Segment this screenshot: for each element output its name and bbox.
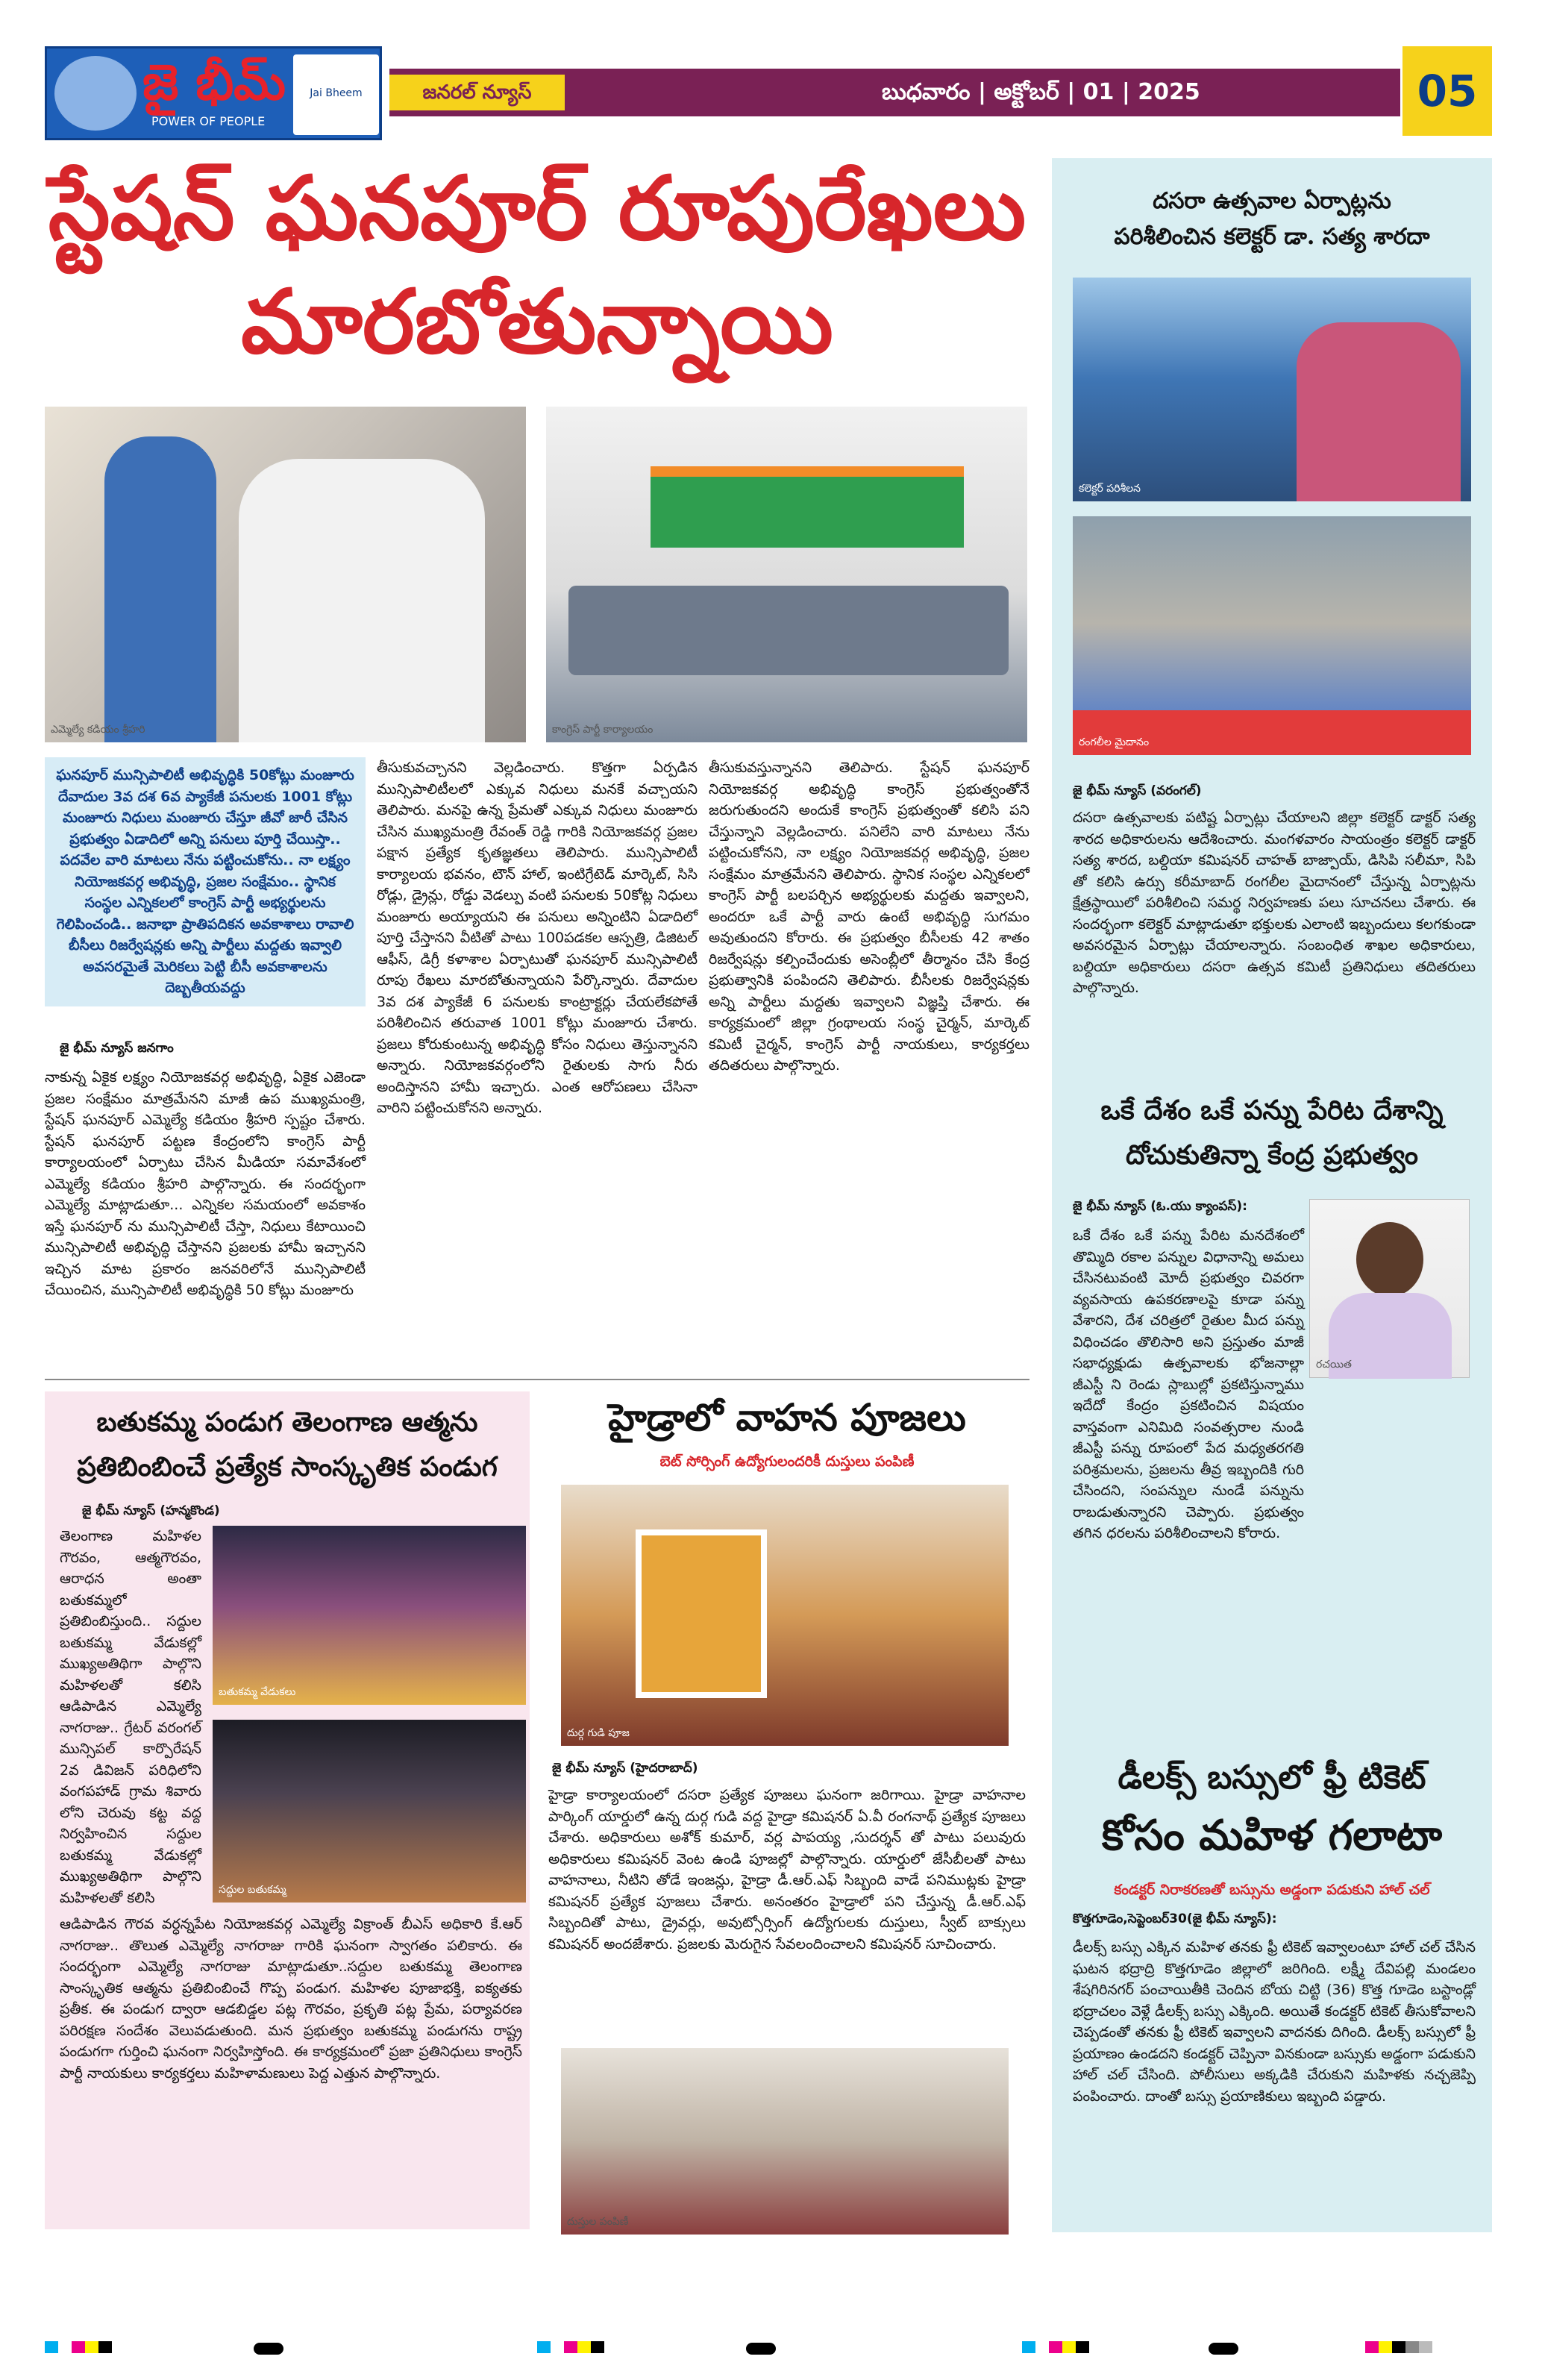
bathukamma-headline-line1: బతుకమ్మ పండుగ తెలంగాణ ఆత్మను [96, 1406, 478, 1438]
story1-headline-line1: దసరా ఉత్సవాల ఏర్పాట్లను [1153, 188, 1391, 214]
masthead-logo [45, 46, 382, 140]
hydraa-byline: జై భీమ్ న్యూస్ (హైదరాబాద్) [552, 1761, 698, 1776]
story3-subhead: కండక్టర్ నిరాకరణతో బస్సును అడ్డంగా పడుకుని హాల్ చల్ [1114, 1882, 1430, 1898]
photo-saddula-bathukamma [213, 1720, 526, 1903]
main-col3: తీసుకువస్తున్నానని తెలిపారు. స్టేషన్ ఘనపూర్ నియోజకవర్గ అభివృద్ధి కాంగ్రెస్ ప్రభుత్వంతోనే జరుగుతుందని అందుకే కాంగ్రెస్ ప్రభుత్వంతో కలిసి పని చేస్తున్నాని వెల్లడించారు. పనిలేని వారి మాటలు నేను పట్టించుకోనని, నా లక్ష్యం నియోజకవర్గ అభివృద్ధి, ప్రజల సంక్షేమం మాత్రమేనని తెలిపారు. స్థానిక సంస్థల ఎన్నికలలో కాంగ్రెస్ పార్టీ బలపర్చిన అభ్యర్థులకు మద్దతు ఇవ్వాలని, అందరూ ఒకే పార్టీ వారు ఉంటే అభివృద్ధి సుగమం అవుతుందని కోరారు. ఈ ప్రభుత్వం బీసీలకు 42 శాతం రిజర్వేషన్లు కల్పించేందుకు అసెంబ్లీలో తీర్మానం చేసి కేంద్ర ప్రభుత్వానికి పంపిందని తెలిపారు. బీసీలకు రిజర్వేషన్లకు అన్ని పార్టీలు మద్దతు ఇవ్వాలని విజ్ఞప్తి చేశారు. ఈ కార్యక్రమంలో జిల్లా గ్రంథాలయ సంస్థ చైర్మన్, మార్కెట్ కమిటీ చైర్మన్, కాంగ్రెస్ పార్టీ నాయకులు, కార్యకర్తలు తదితరులు పాల్గొన్నారు. [709, 760, 1029, 1074]
header-band [389, 69, 1400, 116]
photo-caption: కలెక్టర్ పరిశీలన [1079, 483, 1141, 495]
photo-caption: దుర్గ గుడి పూజ [567, 1727, 630, 1739]
story2-headline-line2: దోచుకుతిన్నా కేంద్ర ప్రభుత్వం [1126, 1139, 1418, 1171]
registration-colorbar-center [537, 2341, 656, 2356]
bathukamma-bottom-text: ఆడిపాడిన గౌరవ వర్ధన్నపేట నియోజకవర్గ ఎమ్మెల్యే విక్రాంత్ బీఎస్ అధికారి కే.ఆర్ నాగరాజు.. తొలుత ఎమ్మెల్యే నాగరాజు గారికి ఘనంగా స్వాగతం పలికారు. ఈ సందర్భంగా ఎమ్మెల్యే నాగరాజు మాట్లాడుతూ..సద్దుల బతుకమ్మ తెలంగాణ సాంస్కృతిక ఆత్మను ప్రతిబింబించే గొప్ప పండుగ. మహిళల పూజాభక్తి, ఐక్యతకు ప్రతీక. ఈ పండుగ ద్వారా ఆడబిడ్డల పట్ల గౌరవం, ప్రకృతి పట్ల ప్రేమ, పర్యావరణ పరిరక్షణ సందేశం వెలువడుతుంది. మన ప్రభుత్వం బతుకమ్మ పండుగను రాష్ట్ర పండుగగా గుర్తించి ఘనంగా నిర్వహిస్తోంది. ఈ కార్యక్రమంలో ప్రజా ప్రతినిధులు కాంగ్రెస్ పార్టీ నాయకులు కార్యకర్తలు మహిళామణులు పెద్ద ఎత్తున పాల్గొన్నారు. [60, 1916, 522, 2082]
story2-byline: జై భీమ్ న్యూస్ (ఓ.యు క్యాంపస్): [1073, 1199, 1247, 1214]
photo-caption: దుస్తుల పంపిణీ [567, 2216, 629, 2228]
story1-body: దసరా ఉత్సవాలకు పటిష్ట ఏర్పాట్లు చేయాలని జిల్లా కలెక్టర్ డాక్టర్ సత్య శారద అధికారులను ఆదేశించారు. మంగళవారం సాయంత్రం కలెక్టర్ డాక్టర్ సత్య శారద, బల్దియా కమిషనర్ చాహత్ బాజ్పాయ్, డిసిపి సలీమా, సిపి తో కలిసి ఉర్సు కరీమాబాద్ రంగలీల మైదానంలో చేస్తున్న ఏర్పాట్లను క్షేత్రస్థాయిలో పరిశీలించి సమర్థ నిర్వహణకు పలు సూచనలు చేశారు. ఈ సందర్భంగా కలెక్టర్ మాట్లాడుతూ భక్తులకు ఎలాంటి ఇబ్బందులు కలగకుండా అవసరమైన ఏర్పాట్లు చేయాలన్నారు. సంబంధిత శాఖల అధికారులు, బల్దియా అధికారులు దసరా ఉత్సవ కమిటీ ప్రతినిధులు తదితరులు పాల్గొన్నారు. [1073, 809, 1476, 996]
main-col2: తీసుకువచ్చానని వెల్లడించారు. కొత్తగా ఏర్పడిన మున్సిపాలిటీలలో ఎక్కువ నిధులు మనకే వచ్చాయని తెలిపారు. మనపై ఉన్న ప్రేమతో ఎక్కువ నిధులు మంజూరు చేసిన ముఖ్యమంత్రి రేవంత్ రెడ్డి గారికి నియోజకవర్గ ప్రజల పక్షాన ప్రత్యేక కృతజ్ఞతలు తెలిపారు. మున్సిపాలిటీ కార్యాలయ భవనం, టౌన్ హాల్, ఇంటిగ్రేటెడ్ మార్కెట్, సిసి రోడ్లు, డ్రైన్లు, రోడ్డు వెడల్పు వంటి పనులకు 50కోట్ల నిధులు మంజూరు అయ్యాయని ఈ పనులు అన్నింటిని ఏడాదిలో పూర్తి చేస్తానని వీటితో పాటు 100పడకల ఆస్పత్రి, డిజిటల్ ఆఫీస్, డిగ్రీ కళాశాల ఏర్పాటుతో ఘనపూర్ మున్సిపాలిటీ రూపు రేఖలు మారబోతున్నాయని పేర్కొన్నారు. దేవాదుల 3వ దశ ప్యాకేజీ 6 పనులకు కాంట్రాక్టర్లు చేయలేకపోతే పరిశీలించిన తరువాత 1001 కోట్లు మంజూరు చేశారు. ప్రజలు కోరుకుంటున్న అభివృద్ధి కోసం నిధులు తెస్తున్నానని అన్నారు. నియోజకవర్గంలోని రైతులకు సాగు నీరు అందిస్తానని హామీ ఇచ్చారు. ఎంత ఆరోపణలు చేసినా వారిని పట్టించుకోనని అన్నారు. [377, 760, 698, 1116]
logo-badge: Jai Bheem [293, 54, 379, 135]
main-headline-line1: స్టేషన్ ఘనపూర్ రూపురేఖలు [48, 156, 1027, 260]
bathukamma-byline: జై భీమ్ న్యూస్ (హన్మకొండ) [82, 1503, 220, 1518]
photo-rangaleela-ground [1073, 516, 1471, 755]
main-col1: నాకున్న ఏకైక లక్ష్యం నియోజకవర్గ అభివృద్ధి, ఏకైక ఎజెండా ప్రజల సంక్షేమం మాత్రమేనని మాజీ ఉప ముఖ్యమంత్రి, స్టేషన్ ఘనపూర్ ఎమ్మెల్యే కడియం శ్రీహరి స్పష్టం చేశారు. స్టేషన్ ఘనపూర్ పట్టణ కేంద్రంలోని కాంగ్రెస్ పార్టీ కార్యాలయంలో ఏర్పాటు చేసిన మీడియా సమావేశంలో ఎమ్మెల్యే కడియం శ్రీహరి పాల్గొన్నారు. ఈ సందర్భంగా ఎమ్మెల్యే మాట్లాడుతూ... ఎన్నికల సమయంలో అవకాశం ఇస్తే ఘనపూర్ ను మున్సిపాలిటీ చేస్తా, నిధులు కేటాయించి మున్సిపాలిటీ అభివృద్ధి చేస్తానని ప్రజలకు హామీ ఇచ్చానని ఇచ్చిన మాట ప్రకారం జనవరిలోనే మున్సిపాలిటీ చేయించిన, మున్సిపాలిటీ అభివృద్ధికి 50 కోట్లు మంజూరు [45, 1069, 366, 1298]
photo-clothes-distribution [561, 2048, 1009, 2235]
photo-author [1309, 1199, 1470, 1378]
registration-colorbar-left [45, 2341, 164, 2356]
story2-headline-line1: ఒకే దేశం ఒకే పన్ను పేరిట దేశాన్ని [1100, 1095, 1444, 1126]
photo-bathukamma-celebration [213, 1526, 526, 1705]
registration-mark [1209, 2343, 1238, 2355]
registration-colorbar-right [1022, 2341, 1141, 2356]
bathukamma-left-text: తెలంగాణ మహిళల గౌరవం, ఆత్మగౌరవం, ఆరాధన అంతా బతుకమ్మలో ప్రతిబింబిస్తుంది.. సద్దుల బతుకమ్మ వేడుకల్లో ముఖ్యఅతిథిగా పాల్గొని మహిళలతో కలిసి ఆడిపాడిన ఎమ్మెల్యే నాగరాజు.. గ్రేటర్ వరంగల్ మున్సిపల్ కార్పొరేషన్ 2వ డివిజన్ పరిధిలోని వంగపహాడ్ గ్రామ శివారు లోని చెరువు కట్ట వద్ద నిర్వహించిన సద్దుల బతుకమ్మ వేడుకల్లో ముఖ్యఅతిథిగా పాల్గొని మహిళలతో కలిసి [60, 1528, 201, 1906]
main-byline: జై భీమ్ న్యూస్ జనగాం [60, 1041, 174, 1056]
photo-caption: రంగలీల మైదానం [1079, 736, 1150, 748]
photo-caption: కాంగ్రెస్ పార్టీ కార్యాలయం [552, 724, 654, 736]
photo-congress-office [546, 407, 1027, 742]
registration-mark [254, 2343, 283, 2355]
section-divider [45, 1379, 1029, 1380]
photo-caption: రచయిత [1316, 1359, 1352, 1371]
hydraa-headline: హైడ్రాలో వాహన పూజలు [608, 1395, 966, 1439]
story3-headline-line2: కోసం మహిళ గలాటా [1101, 1811, 1443, 1860]
photo-durga-puja [561, 1485, 1009, 1746]
photo-caption: ఎమ్మెల్యే కడియం శ్రీహరి [51, 724, 145, 736]
hydraa-subhead: బెట్ సోర్సింగ్ ఉద్యోగులందరికీ దుస్తులు పంపిణీ [659, 1453, 915, 1470]
registration-colorbar-far-right [1365, 2341, 1485, 2356]
story3-byline: కొత్తగూడెం,సెప్టెంబర్30(జై భీమ్ న్యూస్): [1073, 1911, 1277, 1926]
main-highlight-box: ఘనపూర్ మున్సిపాలిటీ అభివృద్ధికి 50కోట్లు మంజూరు దేవాదుల 3వ దశ 6వ ప్యాకేజీ పనులకు 1001 కోట్లు మంజూరు నిధులు మంజూరు చేస్తూ జీవో జారీ చేసిన ప్రభుత్వం ఏడాదిలో అన్ని పనులు పూర్తి చేయిస్తా.. పదవేల వారి మాటలు నేను పట్టించుకోను.. నా లక్ష్యం నియోజకవర్గ అభివృద్ధి, ప్రజల సంక్షేమం.. స్థానిక సంస్థల ఎన్నికలలో కాంగ్రెస్ పార్టీ అభ్యర్థులను గెలిపించండి.. జనాభా ప్రాతిపదికన అవకాశాలు రావాలి బీసీలు రిజర్వేషన్లకు అన్ని పార్టీలు మద్దతు ఇవ్వాలి అవసరమైతే మెరికలు పెట్టి బీసీ అవకాశాలను దెబ్బతీయవద్దు [45, 757, 366, 1006]
page-number: 05 [1402, 46, 1492, 136]
main-headline-line2: మారబోతున్నాయి [241, 269, 833, 373]
logo-title: జై భీమ్ [142, 53, 286, 111]
photo-mla-portrait [45, 407, 526, 742]
story1-headline-line2: పరిశీలించిన కలెక్టర్ డా. సత్య శారదా [1114, 224, 1430, 250]
photo-caption: బతుకమ్మ వేడుకలు [219, 1686, 296, 1698]
section-tag: జనరల్ న్యూస్ [389, 75, 565, 110]
story1-byline: జై భీమ్ న్యూస్ (వరంగల్) [1073, 783, 1202, 798]
logo-subtitle: POWER OF PEOPLE [151, 114, 266, 128]
story2-body: ఒకే దేశం ఒకే పన్ను పేరిట మనదేశంలో తొమ్మిది రకాల పన్నుల విధానాన్ని అమలు చేసినటువంటి మోదీ ప్రభుత్వం చివరగా వ్యవసాయ ఉపకరణాలపై కూడా పన్ను వేశారని, దేశ చరిత్రలో రైతుల మీద పన్ను విధించడం తొలిసారి అని ప్రస్తుతం మాజీ సభాధ్యక్షుడు ఉత్పవాలకు భోజనాల్లా జీఎస్టీ ని రెండు స్లాబుల్లో ప్రకటిస్తున్నాము ఇదేదో కేంద్రం ప్రకటించిన విషయం వాస్తవంగా ఎనిమిది సంవత్సరాల నుండి జీఎస్టీ పన్ను రూపంలో పేద మధ్యతరగతి పరిశ్రమలను, ప్రజలను తీవ్ర ఇబ్బందికి గురి చేసిందని, సంపన్నుల నుండే పన్నును రాబడుతున్నారని చెప్పారు. ప్రభుత్వం తగిన ధరలను పరిశీలించాలని కోరారు. [1073, 1227, 1304, 1541]
issue-date: బుధవారం | అక్టోబర్ | 01 | 2025 [882, 79, 1200, 105]
story3-body: డీలక్స్ బస్సు ఎక్కిన మహిళ తనకు ఫ్రీ టికెట్ ఇవ్వాలంటూ హాల్ చల్ చేసిన ఘటన భద్రాద్రి కొత్తగూడెం జిల్లాలో జరిగింది. లక్ష్మీ దేవిపల్లి మండలం శేషగిరినగర్ పంచాయితీకి చెందిన బోయ చిట్టి (36) కొత్త గూడెం బస్టాండ్లో భద్రాచలం వెళ్లే డీలక్స్ బస్సు ఎక్కింది. అయితే కండక్టర్ టికెట్ తీసుకోవాలని చెప్పడంతో తనకు ఫ్రీ టికెట్ ఇవ్వాలని వాదనకు దిగింది. డీలక్స్ బస్సులో ఫ్రీ ప్రయాణం ఉండదని కండక్టర్ చెప్పినా వినకుండా బస్సుకు అడ్డంగా పడుకుని హాల్ చల్ చేసింది. పోలీసులు అక్కడికి చేరుకుని మహిళకు నచ్చజెప్పి పంపించారు. దాంతో బస్సు ప్రయాణికులు ఇబ్బంది పడ్డారు. [1073, 1939, 1476, 2105]
hydraa-body: హైడ్రా కార్యాలయంలో దసరా ప్రత్యేక పూజలు ఘనంగా జరిగాయి. హైడ్రా వాహనాల పార్కింగ్ యార్డులో ఉన్న దుర్గ గుడి వద్ద హైడ్రా కమిషనర్ ఏ.వీ రంగనాథ్ ప్రత్యేక పూజలు చేశారు. అధికారులు అశోక్ కుమార్, వర్ల పాపయ్య ,సుదర్శన్ తో పాటు పలువురు అధికారులు కమిషనర్ వెంట ఉండి పూజల్లో పాల్గొన్నారు. యార్డులో జేసీబీలతో పాటు వాహనాలు, నీటిని తోడే ఇంజన్లు, హైడ్రా డీ.ఆర్.ఎఫ్ సిబ్బంది వాడే పనిముట్లకు హైడ్రా కమిషనర్ ప్రత్యేక పూజలు చేశారు. అనంతరం హైడ్రాలో పని చేస్తున్న డీ.ఆర్.ఎఫ్ సిబ్బందితో పాటు, డ్రైవర్లు, అవుట్సోర్సింగ్ ఉద్యోగులకు దుస్తులు, స్వీట్ బాక్సులు కమిషనర్ అందజేశారు. ప్రజలకు మెరుగైన సేవలందించాలని కమిషనర్ సూచించారు. [548, 1787, 1026, 1952]
story3-headline-line1: డీలక్స్ బస్సులో ఫ్రీ టికెట్ [1118, 1759, 1426, 1797]
sidebar-panel [1052, 158, 1492, 2232]
bathukamma-headline-line2: ప్రతిబింబించే ప్రత్యేక సాంస్కృతిక పండుగ [77, 1451, 498, 1482]
bathukamma-panel [45, 1391, 530, 2229]
registration-mark [746, 2343, 776, 2355]
photo-caption: సద్దుల బతుకమ్మ [219, 1884, 286, 1896]
photo-collector-inspection [1073, 278, 1471, 501]
ambedkar-portrait-icon [54, 56, 137, 131]
